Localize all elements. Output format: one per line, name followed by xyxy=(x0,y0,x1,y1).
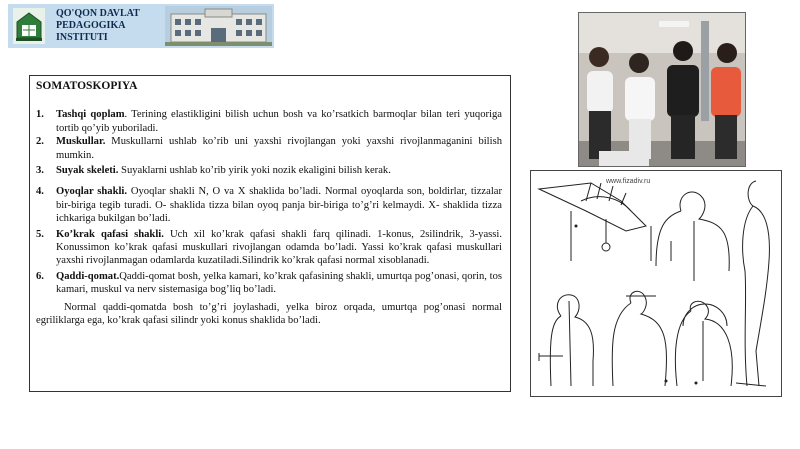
item-text: Muskullarni ushlab ko’rib uni yaxshi rivojlangan yoki yaxshi rivojlanmaganini bilish mumkin. xyxy=(56,136,502,161)
item-text: Oyoqlar shakli N, O va X shaklida bo’ladi. Normal oyoqlarda son, boldirlar, tizzalar bir-biriga tegib turadi. O- shaklida tizza bilan oyoq panja bir-biriga to’g’ri kelmaydi. X- shaklida tizza ichkariga bukilgan bo’ladi. xyxy=(56,186,502,225)
list-item xyxy=(36,108,502,135)
institute-name-line3: INSTITUTI xyxy=(56,32,108,43)
item-text: Qaddi-qomat bosh, yelka kamari, ko’krak qafasining shakli, umurtqa pog’onasi, qorin, tos kamari, muskul va nerv sistemasiga bog’liq bo’ladi. xyxy=(56,270,502,296)
item-heading: Ko’krak qafasi shakli. xyxy=(56,228,164,240)
illustration-watermark: www.fizadiv.ru xyxy=(606,178,651,185)
closing-paragraph: Normal qaddi-qomatda bosh to’g’ri joylashadi, yelka biroz orqada, umurtqa pog’onasi normal egriliklarga ega, ko’krak qafasi silindr yoki konus shaklida bo’ladi. xyxy=(36,301,502,327)
institute-name-line1: QO'QON DAVLAT xyxy=(56,8,140,19)
somatoscopy-illustration xyxy=(530,170,782,397)
item-text: Uch xil ko’krak qafasi shakli farq qilinadi. 1-konus, 2silindrik, 3-yassi. Konussimon ko’krak qafasi muskullari rivojlangan odamda bo’ladi. Yassi ko’krak qafasi muskullari yaxshi rivojlanmagan odamlarda kuzatiladi.Silindrik ko’krak qafasi normal xisoblanadi. xyxy=(56,228,503,267)
item-heading: Suyak skeleti. xyxy=(56,165,119,177)
item-heading: Tashqi qoplam xyxy=(56,109,125,121)
institute-building-photo xyxy=(165,6,272,46)
institute-name xyxy=(56,8,140,44)
somatoscopy-text-box xyxy=(29,75,511,392)
item-heading: Oyoqlar shakli. xyxy=(56,186,128,198)
item-heading: Muskullar. xyxy=(56,136,106,148)
item-number: 3. xyxy=(36,165,44,177)
item-text: . Terining elastikligini bilish uchun bosh va ko’rsatkich barmoqlar bilan teri yuqoriga tortib qo’yib yuboriladi. xyxy=(56,109,502,134)
institute-logo xyxy=(13,8,45,44)
institute-banner xyxy=(8,4,274,48)
list-item xyxy=(36,270,502,297)
item-heading: Qaddi-qomat. xyxy=(56,270,120,282)
students-measurement-photo xyxy=(578,12,746,167)
section-title: SOMATOSKOPIYA xyxy=(36,80,138,92)
item-text: Suyaklarni ushlab ko’rib yirik yoki nozik ekaligini bilish kerak. xyxy=(118,165,391,177)
institute-name-line2: PEDAGOGIKA xyxy=(56,20,126,31)
item-number: 6. xyxy=(36,270,44,282)
item-number: 2. xyxy=(36,136,44,148)
list-item xyxy=(36,228,502,268)
item-number: 4. xyxy=(36,186,44,198)
list-item xyxy=(36,164,502,177)
item-number: 5. xyxy=(36,228,44,240)
list-item xyxy=(36,185,502,225)
list-item xyxy=(36,135,502,162)
item-number: 1. xyxy=(36,109,44,121)
